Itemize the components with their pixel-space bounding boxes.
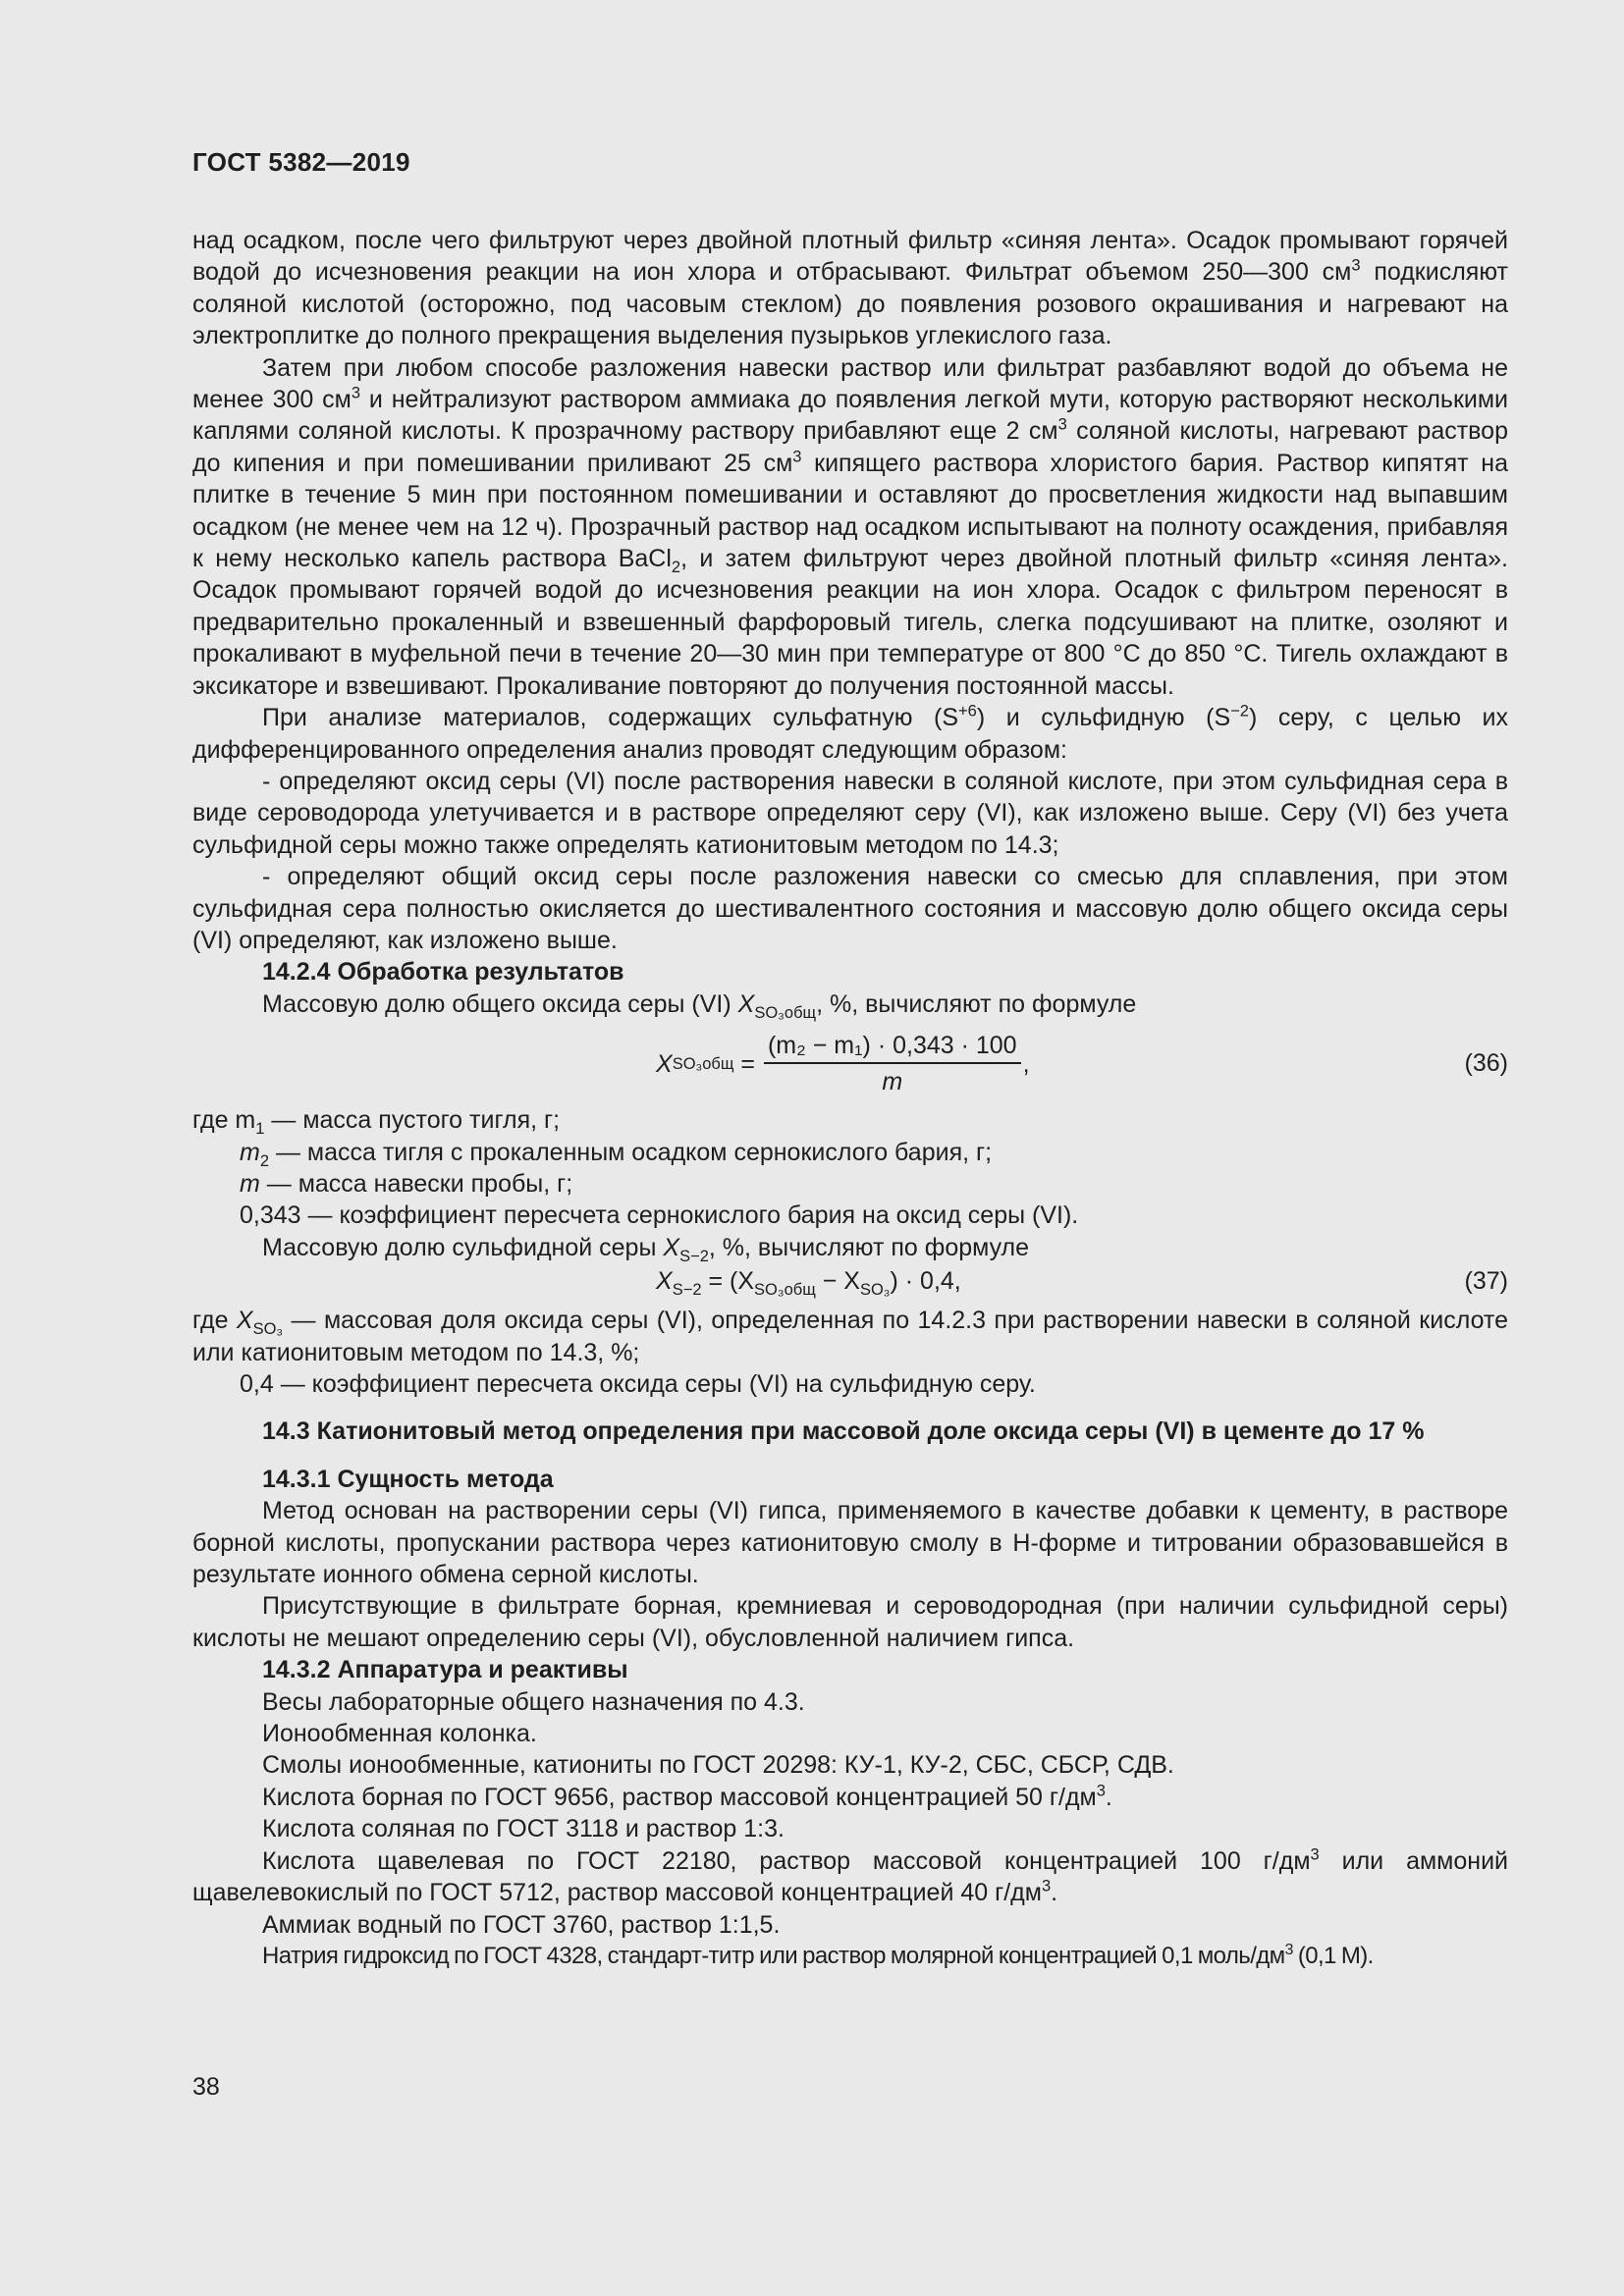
document-body xyxy=(192,225,1508,1972)
list-item: Кислота щавелевая по ГОСТ 22180, раствор массовой концентрацией 100 $г/дм^3$ или аммоний щавелевокислый по ГОСТ 5712, раствор массовой концентрацией 40 $г/дм^3$. xyxy=(192,1845,1508,1907)
section-heading: 14.3.1 Сущность метода xyxy=(262,1465,554,1493)
where-item: $m_2$ — масса тигля с прокаленным осадком сернокислого бария, г; xyxy=(240,1138,993,1170)
document-header: ГОСТ 5382—2019 xyxy=(192,147,410,177)
paragraph: При анализе материалов, содержащих сульфатную $(S^{+6})$ и сульфидную $(S^{-2})$ серу, с целью их дифференцированного определения анализ проводят следующим образом: xyxy=(192,702,1508,764)
page-number: 38 xyxy=(192,2073,220,2101)
where-item: 0,4 — коэффициент пересчета оксида серы (VI) на сульфидную серу. xyxy=(240,1370,1036,1398)
where-item: m — масса навески пробы, г; xyxy=(240,1169,573,1198)
list-item: Весы лабораторные общего назначения по 4.3. xyxy=(262,1687,805,1716)
section-heading: 14.3 Катионитовый метод определения при массовой доле оксида серы (VI) в цементе до 17 % xyxy=(262,1417,1425,1446)
list-item: Кислота борная по ГОСТ 9656, раствор массовой концентрацией 50 $г/дм^3$. xyxy=(262,1782,1112,1811)
paragraph: Метод основан на растворении серы (VI) гипса, применяемого в качестве добавки к цементу, в растворе борной кислоты, пропускании раствора через катионитовую смолу в Н-форме и титровании образовавшейся в результате ионного обмена серной кислоты. xyxy=(192,1497,1508,1589)
formula-fraction: $\frac{\text{(m₂ − m₁) · 0,343 · 100}}{m}$ xyxy=(764,1029,1021,1099)
paragraph: над осадком, после чего фильтруют через двойной плотный фильтр «синяя лента». Осадок промывают горячей водой до исчезновения реакции на ион хлора и отбрасывают. Фильтрат объемом 250—300 $см^3$ подкисляют соляной кислотой (осторожно, под часовым стеклом) до появления розового окрашивания и нагревают на электроплитке до полного прекращения выделения пузырьков углекислого газа. xyxy=(192,227,1508,350)
paragraph: Затем при любом способе разложения навески раствор или фильтрат разбавляют водой до объема не менее 300 $см^3$ и нейтрализуют раствором аммиака до появления легкой мути, которую растворяют несколькими каплями соляной кислоты. К прозрачному раствору прибавляют еще 2 $см^3$ соляной кислоты, нагревают раствор до кипения и при помешивании приливают 25 $см^3$ кипящего раствора хлористого бария. Раствор кипятят на плитке в течение 5 мин при постоянном помешивании и оставляют до просветления жидкости над выпавшим осадком (не менее чем на 12 ч). Прозрачный раствор над осадком испытывают на полноту осаждения, прибавляя к нему несколько капель раствора BaCl$_2$, и затем фильтруют через двойной плотный фильтр «синяя лента». Осадок промывают горячей водой до исчезновения реакции на ион хлора. Осадок с фильтром переносят в предварительно прокаленный и взвешенный фарфоровый тигель, слегка подсушивают на плитке, озоляют и прокаливают в муфельной печи в течение 20—30 мин при температуре от 800 °С до 850 °С. Тигель охлаждают в эксикаторе и взвешивают. Прокаливание повторяют до получения постоянной массы. xyxy=(192,353,1508,700)
list-item: - определяют общий оксид серы после разложения навески со смесью для сплавления, при этом сульфидная сера полностью окисляется до шестивалентного состояния и массовую долю общего оксида серы (VI) определяют, как изложено выше. xyxy=(192,863,1508,954)
section-heading: 14.2.4 Обработка результатов xyxy=(262,958,624,987)
paragraph: Массовую долю сульфидной серы $X_{S-2}$, %, вычисляют по формуле xyxy=(262,1233,1030,1265)
list-item: - определяют оксид серы (VI) после растворения навески в соляной кислоте, при этом сульфидная сера в виде сероводорода улетучивается и в растворе определяют серу (VI), как изложено выше. Серу (VI) без учета сульфидной серы можно также определять катионитовым методом по 14.3; xyxy=(192,767,1508,859)
list-item: Кислота соляная по ГОСТ 3118 и раствор 1:3. xyxy=(262,1815,785,1843)
list-item: Ионообменная колонка. xyxy=(262,1720,537,1748)
equation-number: (37) xyxy=(1464,1267,1508,1296)
list-item: Смолы ионообменные, катиониты по ГОСТ 20298: КУ-1, КУ-2, СБС, СБСР, СДВ. xyxy=(262,1751,1174,1780)
paragraph: Присутствующие в фильтрате борная, кремниевая и сероводородная (при наличии сульфидной серы) кислоты не мешают определению серы (VI), обусловленной наличием гипса. xyxy=(192,1592,1508,1652)
where-item: где $m_1$ — масса пустого тигля, г; xyxy=(192,1106,561,1139)
formula-36: X SO₃общ = $\frac{\text{(m₂ − m₁) · 0,343 · 100}}{m}$ , (36) xyxy=(192,1028,1508,1100)
section-heading: 14.3.2 Аппаратура и реактивы xyxy=(262,1656,628,1684)
list-item: Натрия гидроксид по ГОСТ 4328, стандарт-титр или раствор молярной концентрацией 0,1 моль/$дм^3$ (0,1 М). xyxy=(262,1941,1374,1969)
where-item: 0,343 — коэффициент пересчета сернокислого бария на оксид серы (VI). xyxy=(240,1201,1079,1230)
list-item: Аммиак водный по ГОСТ 3760, раствор 1:1,5. xyxy=(262,1910,781,1939)
where-item: где $X_{SO_3}$ — массовая доля оксида серы (VI), определенная по 14.2.3 при растворении навески в соляной кислоте или катионитовым методом по 14.3, %; xyxy=(192,1307,1508,1366)
paragraph: Массовую долю общего оксида серы (VI) $X_{SO_3общ}$, %, вычисляют по формуле xyxy=(262,989,1137,1022)
equation-number: (36) xyxy=(1464,1049,1508,1078)
formula-37: $X_{S-2} = (X_{SO_3общ} - X_{SO_3}) \cdot 0,4$, (37) xyxy=(656,1267,1508,1300)
